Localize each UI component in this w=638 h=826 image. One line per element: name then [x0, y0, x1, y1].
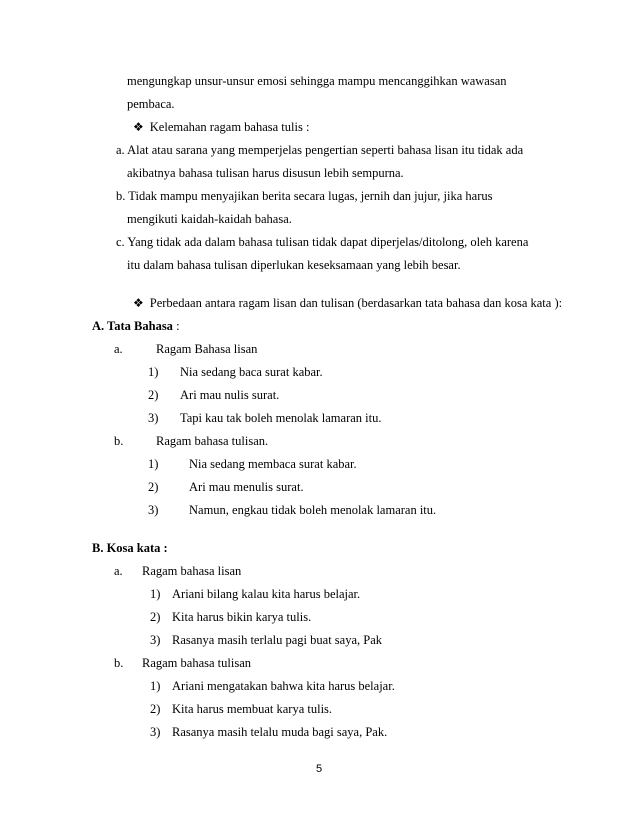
list-num: 2): [150, 702, 161, 716]
kelemahan-item-b-cont: mengikuti kaidah-kaidah bahasa.: [127, 212, 292, 226]
list-marker: b.: [114, 434, 124, 448]
list-item: Rasanya masih terlalu pagi buat saya, Pak: [172, 633, 383, 647]
list-item: Nia sedang membaca surat kabar.: [189, 457, 357, 471]
list-num: 1): [150, 587, 161, 601]
list-item: Ari mau menulis surat.: [189, 480, 304, 494]
page-number: 5: [316, 763, 323, 775]
list-item: Kita harus membuat karya tulis.: [172, 702, 333, 716]
list-num: 1): [150, 679, 161, 693]
list-title: Ragam bahasa tulisan: [142, 656, 251, 670]
list-item: Nia sedang baca surat kabar.: [180, 365, 323, 379]
list-num: 3): [150, 725, 161, 739]
list-marker: b.: [114, 656, 124, 670]
perbedaan-heading-text: Perbedaan antara ragam lisan dan tulisan (berdasarkan tata bahasa dan kosa kata ):: [149, 296, 563, 310]
list-num: 1): [148, 457, 159, 471]
list-marker: a.: [114, 564, 123, 578]
kelemahan-item-c-cont: itu dalam bahasa tulisan diperlukan keseksamaan yang lebih besar.: [127, 258, 461, 272]
list-num: 2): [148, 480, 159, 494]
list-item: Kita harus bikin karya tulis.: [172, 610, 312, 624]
list-marker: a.: [114, 342, 123, 356]
kelemahan-item-a-cont: akibatnya bahasa tulisan harus disusun lebih sempurna.: [127, 166, 404, 180]
section-heading-rest: :: [172, 319, 180, 333]
list-num: 1): [148, 365, 159, 379]
list-num: 2): [150, 610, 161, 624]
section-heading-bold: A. Tata Bahasa: [92, 319, 173, 333]
paragraph-line: pembaca.: [127, 97, 175, 111]
kelemahan-item-a: a. Alat atau sarana yang memperjelas pengertian seperti bahasa lisan itu tidak ada: [116, 143, 524, 157]
list-title: Ragam bahasa tulisan.: [156, 434, 269, 448]
list-item: Rasanya masih telalu muda bagi saya, Pak.: [172, 725, 388, 739]
kelemahan-heading: [133, 121, 309, 134]
paragraph-line: mengungkap unsur-unsur emosi sehingga mampu mencanggihkan wawasan: [127, 74, 507, 88]
diamond-bullet-icon: ❖: [133, 120, 144, 134]
list-title: Ragam Bahasa lisan: [156, 342, 258, 356]
kelemahan-heading-text: Kelemahan ragam bahasa tulis :: [149, 120, 310, 134]
list-num: 3): [148, 411, 159, 425]
kelemahan-item-c: c. Yang tidak ada dalam bahasa tulisan tidak dapat diperjelas/ditolong, oleh karena: [116, 235, 529, 249]
perbedaan-heading: [133, 297, 562, 310]
list-num: 3): [148, 503, 159, 517]
list-item: Tapi kau tak boleh menolak lamaran itu.: [180, 411, 382, 425]
list-num: 2): [148, 388, 159, 402]
list-item: Namun, engkau tidak boleh menolak lamaran itu.: [189, 503, 437, 517]
section-heading-tata-bahasa: [92, 320, 180, 333]
list-item: Ari mau nulis surat.: [180, 388, 280, 402]
section-heading-kosa-kata: B. Kosa kata :: [92, 541, 168, 555]
list-title: Ragam bahasa lisan: [142, 564, 242, 578]
kelemahan-item-b: b. Tidak mampu menyajikan berita secara lugas, jernih dan jujur, jika harus: [116, 189, 493, 203]
diamond-bullet-icon: ❖: [133, 296, 144, 310]
list-num: 3): [150, 633, 161, 647]
list-item: Ariani mengatakan bahwa kita harus belajar.: [172, 679, 395, 693]
list-item: Ariani bilang kalau kita harus belajar.: [172, 587, 361, 601]
